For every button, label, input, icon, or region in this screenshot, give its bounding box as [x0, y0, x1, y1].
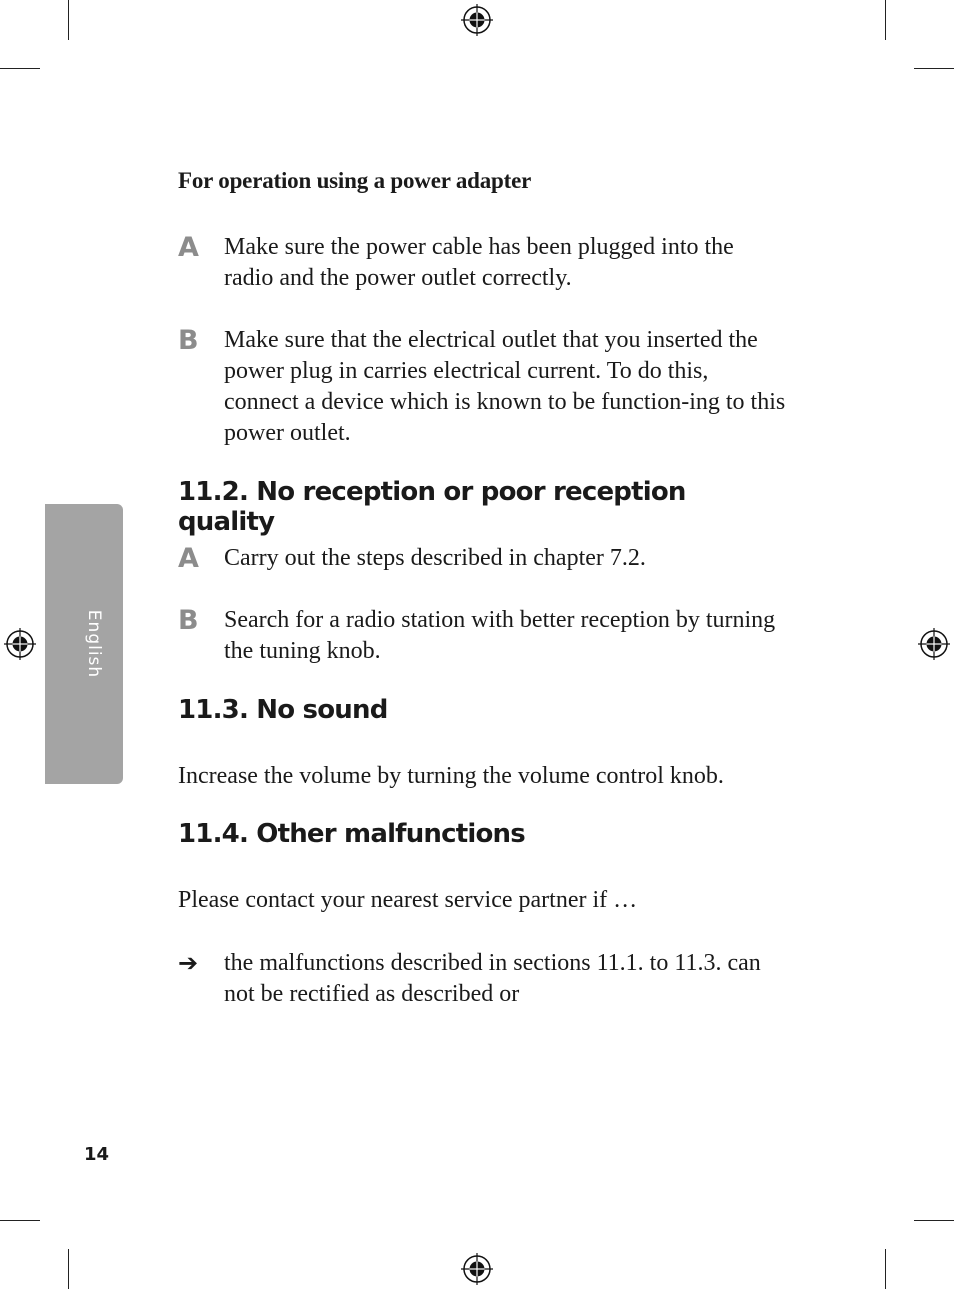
step-marker: A — [178, 543, 199, 574]
list-item — [178, 948, 788, 1010]
registration-mark-icon — [918, 628, 950, 660]
registration-mark-icon — [461, 4, 493, 36]
crop-mark — [68, 1249, 69, 1289]
crop-mark — [68, 0, 69, 40]
registration-mark-icon — [4, 628, 36, 660]
step-marker: B — [178, 325, 199, 356]
paragraph: Increase the volume by turning the volume control knob. — [178, 763, 724, 789]
arrow-right-icon: ➔ — [178, 949, 199, 977]
page-number: 14 — [84, 1144, 110, 1165]
list-item — [178, 543, 788, 574]
step-marker: B — [178, 605, 199, 636]
section-heading-11-4: 11.4. Other malfunctions — [178, 819, 525, 849]
list-item-text: Make sure that the electrical outlet that you inserted the power plug in carries electrical current. To do this, connect a device which is known to be function-ing to this power outlet. — [224, 327, 786, 446]
section-heading-11-2: 11.2. No reception or poor reception quality — [178, 477, 686, 537]
section-heading-11-3: 11.3. No sound — [178, 695, 388, 725]
list-item — [178, 325, 788, 449]
crop-mark — [914, 68, 954, 69]
crop-mark — [0, 1220, 40, 1221]
list-item — [178, 232, 788, 294]
registration-mark-icon — [461, 1253, 493, 1285]
list-item-text: Make sure the power cable has been plugged into the radio and the power outlet correctly. — [224, 234, 734, 291]
crop-mark — [885, 0, 886, 40]
step-marker: A — [178, 232, 199, 263]
language-tab-label: English — [84, 609, 104, 679]
list-item-text: Carry out the steps described in chapter 7.2. — [224, 545, 646, 571]
crop-mark — [914, 1220, 954, 1221]
crop-mark — [0, 68, 40, 69]
list-item — [178, 605, 788, 667]
paragraph: Please contact your nearest service partner if … — [178, 887, 638, 913]
sub-heading-power-adapter: For operation using a power adapter — [178, 168, 532, 193]
list-item-text: the malfunctions described in sections 11.1. to 11.3. can not be rectified as described or — [224, 950, 761, 1007]
list-item-text: Search for a radio station with better reception by turning the tuning knob. — [224, 607, 776, 664]
crop-mark — [885, 1249, 886, 1289]
